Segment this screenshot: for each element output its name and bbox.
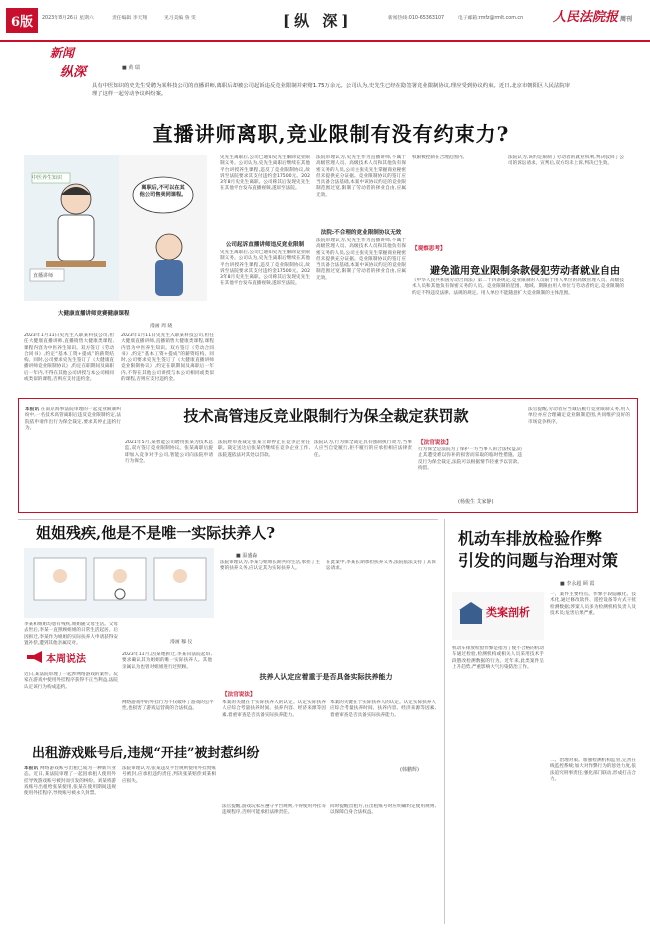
article5-headline: 出租游戏账号后,违规“开挂”被封惹纠纷 (32, 746, 260, 761)
article5-col3 (24, 766, 116, 926)
article4-headline-line2: 引发的问题与治理对策 (458, 551, 619, 570)
illustration-frame (24, 155, 119, 301)
article1-col5: 法院认为,该约定限制了劳动者的就业权利,判决驳回了公司的诉讼请求。宣判后,双方均未上诉,判决已生效。 (508, 155, 624, 167)
weekly-law-badge (24, 648, 114, 668)
article4-author: ■ 李永超 顾 霞 (560, 581, 595, 587)
speaker-illustration (119, 155, 207, 301)
issue-date: 2023年8月26日 星期六 (42, 16, 94, 21)
article1-col4: 权限被控制在合理范围内。 (412, 155, 468, 160)
article2-col1-text: 在南京海事法院审理的一起竞业限制纠纷中,一名技术高管离职后违反竞业限制约定,法院依申请作出行为保全裁定,要求其停止违约行为。 (25, 407, 121, 431)
article1-col3b: 法院审理认为,史先生作为直播讲师,不属于高级管理人员、高级技术人员和其他负有保密义务的人员,公司主张史先生掌握商业秘密但未提供充分证据。竞业限制协议的签订应当具备合法基础,本案中该协议约定的竞业限制范围过宽,限制了劳动者的择业自由,应属无效。 (316, 238, 406, 281)
article3-judge-text: 本案的关键在于实际扶养人的认定。认定实际扶养人应综合考量扶养时间、扶养内容、经济来源等因素,着重审查是否具备实际扶养能力。 (222, 700, 326, 718)
page-header (0, 0, 650, 42)
lead-intro: 具有中医知识的史先生受聘为某科技公司的直播讲师,离职后却被公司起诉违反竞业限制并索赔1.75万余元。公司认为,史先生已经在隐签署竞业限制协议,理应受到协议约束。近日,北京市朝阳区人民法院审理了这样一起劳动争议纠纷案。 (92, 83, 570, 98)
article3-judge-text-b: 本案的关键在于实际扶养人的认定。认定实际扶养人应综合考量扶养时间、扶养内容、经济来源等因素,着重审查是否具备实际扶养能力。 (330, 700, 436, 718)
article5-col6: 同时提醒出租方,在出租账号时应明确约定使用规则,以保障自身合法权益。 (330, 804, 436, 816)
page-number: 6版 (6, 8, 38, 33)
megaphone-icon (26, 650, 44, 664)
article4-headline-line1: 机动车排放检验作弊 (458, 529, 603, 548)
article3-col3: 法院审理认为,李某与姐姐长期共同生活,承担了主要的扶养义务,应认定其为实际扶养人。 (220, 560, 320, 572)
illustration-bubble: 离职后,不可以在其他公司售卖同课程。 (139, 185, 187, 198)
article1-subhead2: 法院:不合理的竞业限制协议无效 (320, 230, 402, 236)
article3-col4: 在此案中,李某长期承担扶养义务,法院依法支持了其诉讼请求。 (326, 560, 436, 572)
article1-col3: 法院审理认为,史先生作为直播讲师,不属于高级管理人员、高级技术人员和其他负有保密义务的人员,公司主张史先生掌握商业秘密但未提供充分证据。竞业限制协议的签订应当具备合法基础,本案中该协议约定的竞业限制范围过宽,限制了劳动者的择业自由,应属无效。 (316, 155, 406, 198)
article5-col5: 法官提醒,游戏玩家应遵守平台规则,不得使用外挂等违规程序,否则可能承担法律责任。 (222, 804, 326, 816)
reviewer-credit: 见习美编 鲁 雯 (164, 16, 196, 21)
news-hotline: 新闻热线:010-65363107 (388, 16, 445, 21)
divider (18, 519, 438, 520)
side-text: 《中华人民共和国劳动合同法》第二十四条规定,竞业限制的人员限于用人单位的高级管理人员、高级技术人员和其他负有保密义务的人员。竞业限制的范围、地域、期限由用人单位与劳动者约定,竞业限制的约定不得违反法律、法规的规定。用人单位不能随意扩大竞业限制的主体范围。 (412, 278, 624, 296)
article3-image-credit: 漫画 穆 仪 (170, 640, 193, 645)
brand-name: 人民法院报 (553, 10, 619, 25)
illustration-sign: 中医养生知识 (32, 175, 63, 181)
article2-note-credit: (杨俊生 艾家静) (458, 499, 494, 505)
side-headline: 避免滥用竞业限制条款侵犯劳动者就业自由 (430, 266, 620, 277)
article3-col2: 2023年11月,因某地拆迁,李某向法院起诉,要求确认其为姐姐的唯一实际扶养人。其他亲属认为也曾对姐姐进行过照顾。 (122, 652, 212, 670)
section-title: [纵 深] (283, 12, 353, 30)
article4-box-title: 类案剖析 (486, 606, 530, 619)
family-illustration (24, 548, 214, 618)
column-divider (444, 519, 445, 924)
lead-author: ■ 黄 瑞 (122, 65, 140, 71)
article2-col3: 法院经审查裁定张某立即停止在竞争企业任职。裁定送达后张某仍继续在竞争企业工作,法院遂依法对其处以罚款。 (218, 440, 310, 458)
illustration-caption: 大健康直播讲师竞赛健康课程 (58, 311, 130, 317)
article4-col2: 一、案件主要特点。作弊手段隐蔽化、技术化,通过修改软件、遥控设备等方式干扰检测数据;涉案人员多为检测机构负责人及技术员;危害后果严重。 (550, 592, 636, 616)
illustration-label: 直播讲师 (33, 273, 54, 279)
badge-line1: 新闻 (50, 46, 75, 60)
article2-headline: 技术高管违反竞业限制行为保全裁定获罚款 (183, 407, 469, 425)
weekly-law-title: 本周说法 (46, 654, 86, 665)
article3-judge-title: 【法官说法】 (222, 692, 256, 698)
illustration-credit: 漫画 周 晓 (150, 324, 173, 329)
article1-col1: 2023年1月11日史先生入职某科技公司,担任大健康直播讲师,直播销售大健康类课程,课程内容为中医养生知识。双方签订《劳动合同书》,约定“基本工资+提成”的薪资结构。同时,公司要求史先生签订了《大健康直播讲师竞业限制协议》,约定在职期间及离职后一年内,不得在其他公司讲授与本公司相同或类似的课程,否则应支付违约金。 (24, 333, 114, 383)
article1-col2b: 史先生离职后,公司已通知史先生解除竞业限制义务。公司认为,史先生离职后继续在其他平台讲授养生课程,违反了竞业限制协议,故诉至法院要求其支付违约金17500元。2023年8月史先生离职。公司称其后发现史先生在其他平台发布直播视频,遂诉至法院。 (220, 250, 310, 287)
article1-col1b: 2023年1月11日史先生入职某科技公司,担任大健康直播讲师,直播销售大健康类课程,课程内容为中医养生知识。双方签订《劳动合同书》,约定“基本工资+提成”的薪资结构。同时,公司要求史先生签订了《大健康直播讲师竞业限制协议》,约定在职期间及离职后一年内,不得在其他公司讲授与本公司相同或类似的课程,否则应支付违约金。 (121, 333, 214, 383)
article3-illustration (24, 548, 214, 618)
article2-col5: 法官提醒,劳动者应当诚信履行竞业限制义务,用人单位亦应合理确定竞业限制范围,共同维护良好的市场竞争秩序。 (528, 407, 630, 425)
article4-col1: 机动车排放检验作弊是指为了使不合格的机动车通过检验,检测机构或相关人员采用技术手段篡改检测数据的行为。近年来,此类案件呈上升趋势,严重影响大气污染防治工作。 (452, 646, 544, 670)
badge-line2: 纵深 (60, 65, 87, 80)
editor-credit: 责任编辑 李天翔 (112, 16, 148, 21)
article4-box (452, 592, 544, 640)
courthouse-icon (458, 600, 484, 628)
article5-col4: 法院审理认为,张某违反平台规则使用外挂致账号被封,应承担违约责任,判决张某赔偿刘某相应损失。 (122, 766, 216, 784)
article3-subhead: 扶养人认定应着重于是否具备实际扶养能力 (259, 673, 393, 681)
article4-headline (458, 528, 618, 572)
side-box-title: 【观察思考】 (412, 246, 446, 252)
article2-col4: 法院认为,行为保全裁定具有强制执行效力,当事人应当自觉履行,拒不履行的应承担相应法律责任。 (314, 440, 412, 458)
article2-note-title: 【法官说法】 (418, 440, 452, 446)
article5-col1: 近日,某法院审理了一起涉网络游戏的案件。玩家在游戏中使用外挂程序获得不正当利益,法院认定该行为构成违约。 (24, 672, 118, 690)
article2-col2: 2021年5月,某智能公司聘用张某为技术总监,双方签订竞业限制协议。张某离职后旋即加入竞争对手公司,智能公司向法院申请行为保全。 (125, 440, 213, 464)
article3-credit: (韩鹏辉) (400, 767, 419, 773)
article2-note-text: 行为保全是法院为了保护一方当事人的合法权益,防止其遭受难以弥补的损害而采取的临时性措施。违反行为保全裁定,法院可以根据情节轻重予以罚款、拘留。 (418, 447, 522, 471)
article1-col2: 史先生离职后,公司已通知史先生解除竞业限制义务。公司认为,史先生离职后继续在其他平台讲授养生课程,违反了竞业限制协议,故诉至法院要求其支付违约金17500元。2023年8月史先生离职。公司称其后发现史先生在其他平台发布直播视频,遂诉至法院。 (220, 155, 310, 192)
article2-tag: 本报讯 (25, 407, 40, 412)
article3-headline: 姐姐残疾,他是不是唯一实际扶养人? (36, 524, 276, 542)
article5-tag: 本报讯 (24, 766, 39, 771)
article2-col1 (25, 407, 121, 507)
illustration-frame-right (119, 155, 207, 301)
article5-col3-text: 网络游戏账号出租已成为一种新兴业态。近日,某法院审理了一起因承租人使用外挂导致游戏账号被封而引发的纠纷。刘某将游戏账号出租给张某使用,张某在使用期间违规使用外挂程序,导致账号被永久封禁。 (24, 766, 116, 797)
article3-author: ■ 温盛淼 (236, 553, 258, 559)
lead-headline: 直播讲师离职,竞业限制有没有约束力? (152, 122, 510, 146)
article1-subhead1: 公司起诉直播讲师违反竞业限制 (225, 242, 305, 248)
article5-col2: 网络游戏中的外挂行为不仅破坏了游戏的公平性,也损害了游戏运营商的合法权益。 (122, 700, 214, 712)
brand-sub: 周刊 (620, 16, 633, 23)
contact-email: 电子邮箱:rmfz@rmlt.com.cn (458, 16, 524, 21)
article3-col1: 李某和姐姐均患有残疾,姐姐随父母生活。父母去世后,李某一直照顾姐姐的日常生活起居。后因拆迁,李某作为姐姐的实际扶养人申请获得安置补偿,遭到其他亲属反对。 (24, 622, 118, 646)
newspaper-logo (553, 6, 632, 25)
article4-col3: 二、治理对策。加强检测机构监管,完善在线监控系统;加大对作弊行为的惩处力度,依法追究刑事责任;强化部门联动,形成打击合力。 (550, 758, 636, 782)
